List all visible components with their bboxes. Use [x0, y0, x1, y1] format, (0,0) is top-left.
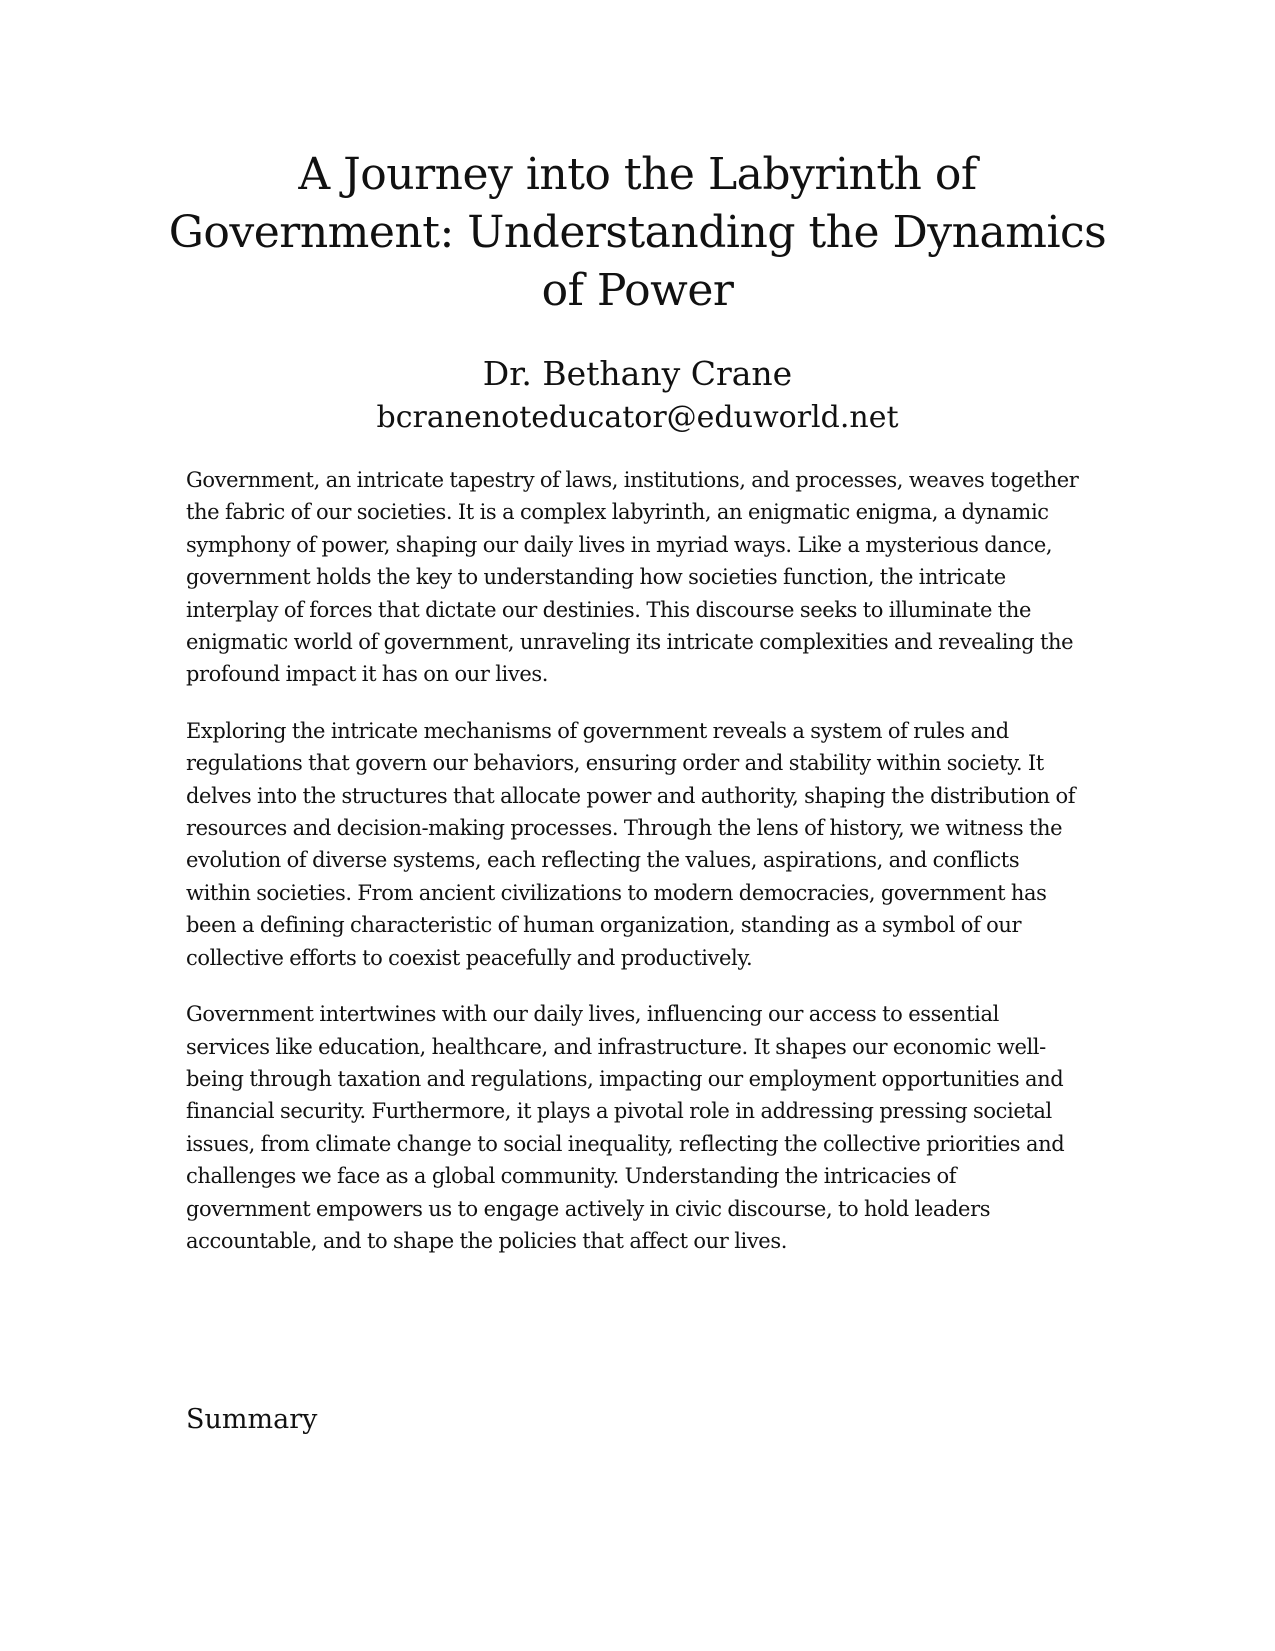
paragraph: Government intertwines with our daily lives, influencing our access to essential services like education, healthcare, and infrastructure. It shapes our economic well-being through taxation and regulations, impacting our employment opportunities and financial security. Furthermore, it plays a pivotal role in addressing pressing societal issues, from climate change to social inequality, reflecting the collective priorities and challenges we face as a global community. Understanding the intricacies of government empowers us to engage actively in civic discourse, to hold leaders accountable, and to shape the policies that affect our lives.	[186, 1002, 1065, 1253]
author-name: Dr. Bethany Crane	[482, 354, 793, 393]
paragraph: Exploring the intricate mechanisms of government reveals a system of rules and regulations that govern our behaviors, ensuring order and stability within society. It delves into the structures that allocate power and authority, shaping the distribution of resources and decision-making processes. Through the lens of history, we witness the evolution of diverse systems, each reflecting the values, aspirations, and conflicts within societies. From ancient civilizations to modern democracies, government has been a defining characteristic of human organization, standing as a symbol of our collective efforts to coexist peacefully and productively.	[186, 718, 1076, 970]
document-title: A Journey into the Labyrinth of Government: Understanding the Dynamics of Power	[168, 149, 1107, 316]
summary-heading: Summary	[186, 1404, 318, 1435]
document-body	[186, 464, 1086, 1281]
paragraph: Government, an intricate tapestry of laws, institutions, and processes, weaves together the fabric of our societies. It is a complex labyrinth, an enigmatic enigma, a dynamic symphony of power, shaping our daily lives in myriad ways. Like a mysterious dance, government holds the key to understanding how societies function, the intricate interplay of forces that dictate our destinies. This discourse seeks to illuminate the enigmatic world of government, unraveling its intricate complexities and revealing the profound impact it has on our lives.	[186, 468, 1079, 687]
author-email: bcranenoteducator@eduworld.net	[376, 400, 899, 435]
